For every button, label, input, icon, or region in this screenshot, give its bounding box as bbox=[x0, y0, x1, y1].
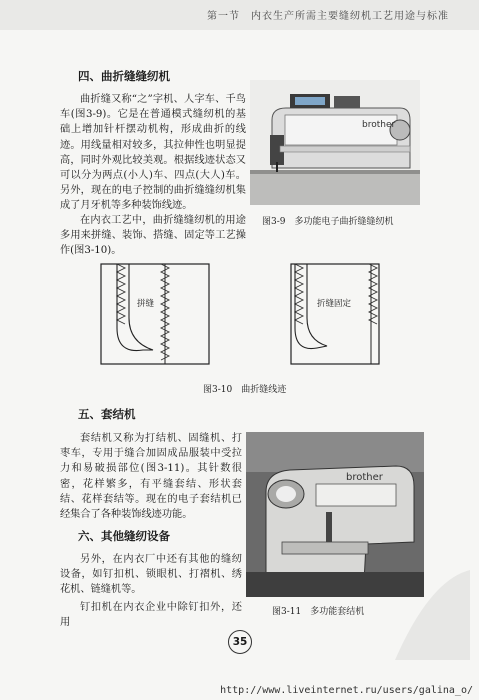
section-6-paragraph-1: 另外，在内衣厂中还有其他的缝纫设备，如钉扣机、锁眼机、打褶机、绣花机、链缝机等。 bbox=[60, 554, 242, 596]
fig11-brand-logo: brother bbox=[346, 472, 383, 483]
running-header bbox=[0, 0, 479, 30]
zigzag-sewing-machine-photo bbox=[250, 80, 420, 205]
section-5-heading: 五、套结机 bbox=[78, 407, 136, 421]
section-4-heading: 四、曲折缝缝纫机 bbox=[78, 69, 170, 83]
page-number: 35 bbox=[228, 630, 252, 654]
sewing-machine-illustration bbox=[250, 80, 420, 205]
source-url[interactable]: http://www.liveinternet.ru/users/galina_o/ bbox=[220, 685, 473, 696]
watermark-logo bbox=[385, 560, 475, 670]
figure-3-9-caption: 图3-9 多功能电子曲折缝缝纫机 bbox=[262, 217, 394, 227]
fig10-left-label: 拼缝 bbox=[137, 299, 155, 309]
section-5-paragraph: 套结机又称为打结机、固缝机、打枣车，专用于缝合加固成品服装中受拉力和易破损部位(图3-11)。其针数很密，花样繁多，有平缝套结、形状套结、花样套结等。现在的电子套结机已经集合了各种装饰线迹功能。 bbox=[60, 433, 242, 521]
section-6-paragraph-2: 钉扣机在内衣企业中除钉扣外，还用 bbox=[60, 602, 242, 629]
running-header-title: 第一节 内衣生产所需主要缝纫机工艺用途与标准 bbox=[207, 11, 449, 22]
figure-3-10-caption: 图3-10 曲折缝线迹 bbox=[203, 385, 287, 395]
section-4-paragraph-2: 在内衣工艺中，曲折缝缝纫机的用途多用来拼缝、装饰、搭缝、固定等工艺操作(图3-10)。 bbox=[60, 215, 246, 257]
zigzag-stitch-diagram bbox=[95, 258, 395, 373]
fig10-right-label: 折缝固定 bbox=[317, 299, 352, 309]
figure-3-11-caption: 图3-11 多功能套结机 bbox=[272, 607, 365, 617]
fig9-brand-logo: brother bbox=[362, 120, 396, 130]
figure-3-10-diagrams bbox=[95, 258, 395, 373]
section-6-heading: 六、其他缝纫设备 bbox=[78, 529, 170, 543]
section-4-paragraph-1: 曲折缝又称“之”字机、人字车、千鸟车(图3-9)。它是在普通模式缝纫机的基础上增加针杆摆动机构，形成曲折的线迹。用线量相对较多，其拉伸性也明显提高，同时外观比较美观。根据线迹状态又可以分为两点(小人)车、四点(大人)车。另外，现在的电子控制的曲折缝缝纫机集成了月牙机等多种装饰线迹。 bbox=[60, 94, 246, 212]
